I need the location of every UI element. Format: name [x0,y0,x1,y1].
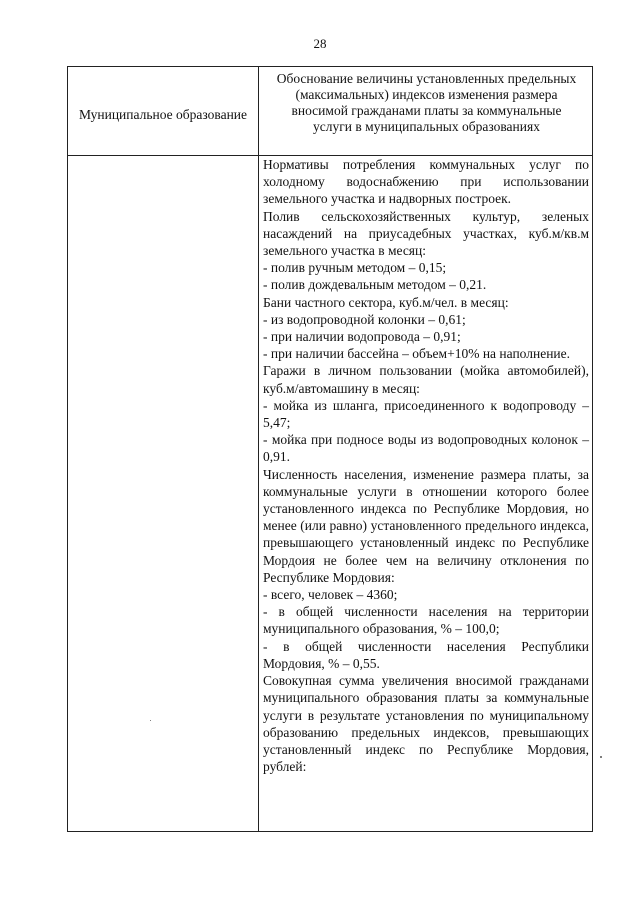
paragraph-baths: Бани частного сектора, куб.м/чел. в месяц: [263,294,509,310]
paragraph-irrigation: Полив сельскохозяйственных культур, зеленых насаждений на приусадебных участках, куб.м/кв.м земельного участка в месяц: [263,208,589,259]
list-item-population-total: - всего, человек – 4360; [263,587,398,603]
header-justification-label: Обоснование величины установленных предельных (максимальных) индексов изменения размера вносимой гражданами платы за коммунальные услуги в муниципальных образованиях [276,71,577,134]
paragraph-population: Численность населения, изменение размера платы, за коммунальные услуги в отношении которого более установленного индекса по Республике Мордовия, но менее (или равно) установленного предельного индекса, превышающего установленный индекс по Республике Мордоия не более чем на величину отклонения по Республике Мордовия: [263,466,589,585]
list-item-manual-irrigation: - полив ручным методом – 0,15; [263,260,447,276]
paragraph-norms-intro: Нормативы потребления коммунальных услуг по холодному водоснабжению при использовании земельного участка и надворных построек. [263,157,589,207]
column-divider [258,67,259,831]
scan-speck [600,756,602,758]
scan-speck [150,720,151,721]
header-justification [259,67,594,155]
list-item-sprinkler-irrigation: - полив дождевальным методом – 0,21. [263,277,487,293]
list-item-water-supply: - при наличии водопровода – 0,91; [263,329,461,345]
page-number: 28 [313,36,327,51]
list-item-population-municipal-share: - в общей численности населения на территории муниципального образования, % – 100,0; [263,604,589,637]
header-municipality-label: Муниципальное образование [78,106,248,122]
justification-table [67,66,593,832]
list-item-hose-wash: - мойка из шланга, присоединенного к водопроводу – 5,47; [263,397,589,431]
paragraph-total-increase: Совокупная сумма увеличения вносимой гражданами муниципального образования платы за коммунальные услуги в результате установления по муниципальному образованию предельных индексов, превышающих установленный индекс по Республике Мордовия, рублей: [263,673,589,775]
paragraph-garages: Гаражи в личном пользовании (мойка автомобилей), куб.м/автомашину в месяц: [263,363,589,396]
list-item-carried-water-wash: - мойка при подносе воды из водопроводных колонок – 0,91. [263,432,589,465]
justification-content [263,156,589,775]
header-municipality [68,67,258,155]
list-item-population-republic-share: - в общей численности населения Республики Мордовия, % – 0,55. [263,638,589,671]
list-item-water-column: - из водопроводной колонки – 0,61; [263,311,466,327]
list-item-pool: - при наличии бассейна – объем+10% на наполнение. [263,346,571,362]
